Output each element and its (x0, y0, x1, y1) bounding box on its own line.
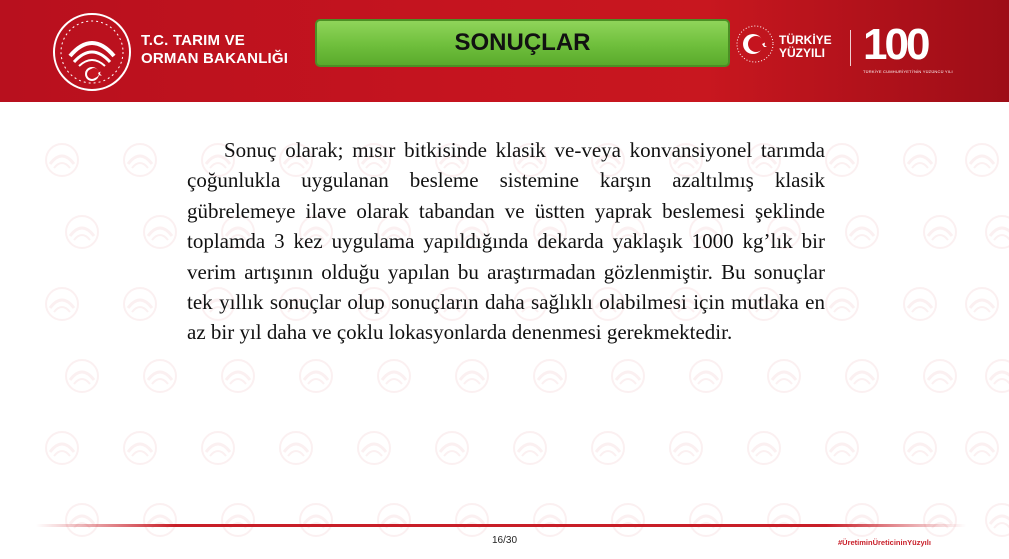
ministry-name (141, 32, 288, 68)
ministry-emblem-watermark-icon (664, 430, 708, 466)
ministry-emblem-watermark-icon (840, 358, 884, 394)
ministry-emblem-watermark-icon (840, 502, 884, 538)
ministry-emblem-watermark-icon (980, 214, 1009, 250)
ministry-emblem-watermark-icon (918, 214, 962, 250)
footer-divider (36, 524, 966, 527)
centennial-caption: TÜRKİYE CUMHURİYETİ'NİN YÜZÜNCÜ YILI (863, 69, 953, 74)
ministry-emblem-watermark-icon (352, 430, 396, 466)
ministry-emblem-watermark-icon (606, 358, 650, 394)
ministry-emblem-watermark-icon (980, 358, 1009, 394)
page-number: 16/30 (492, 535, 518, 546)
ministry-emblem-watermark-icon (742, 430, 786, 466)
ministry-emblem-watermark-icon (898, 286, 942, 322)
ministry-emblem-watermark-icon (60, 502, 104, 538)
ministry-emblem-watermark-icon (118, 142, 162, 178)
ministry-emblem-watermark-icon (60, 358, 104, 394)
ministry-emblem-watermark-icon (980, 502, 1009, 538)
ministry-emblem-watermark-icon (138, 502, 182, 538)
ministry-emblem-watermark-icon (216, 358, 260, 394)
ministry-emblem-watermark-icon (60, 214, 104, 250)
crescent-star-icon (735, 24, 775, 64)
ministry-emblem-watermark-icon (898, 430, 942, 466)
ministry-emblem-watermark-icon (138, 214, 182, 250)
ministry-emblem-watermark-icon (372, 502, 416, 538)
turkiye-yuzyili-text (779, 34, 832, 60)
ministry-name-line1: T.C. TARIM VE (141, 32, 245, 49)
ministry-emblem-watermark-icon (294, 358, 338, 394)
ministry-emblem-watermark-icon (118, 430, 162, 466)
ministry-emblem-watermark-icon (294, 502, 338, 538)
ministry-emblem-watermark-icon (960, 430, 1004, 466)
slide-title: SONUÇLAR (454, 29, 591, 56)
results-paragraph: Sonuç olarak; mısır bitkisinde klasik ve-veya konvansiyonel tarımda çoğunlukla uygulanan besleme sistemine karşın azaltılmış klasik gübrelemeye ilave olarak tabandan ve üstten yaprak beslemesi şeklinde toplamda 3 kez uygulama yapıldığında dekarda yaklaşık 1000 kg’lık bir verim artışının olduğu yapılan bu araştırmadan gözlenmiştir. Bu sonuçlar tek yıllık sonuçlar olup sonuçların daha sağlıklı olabilmesi için mutlaka en az bir yıl daha ve çoklu lokasyonlarda denenmesi gerekmektedir. (187, 138, 825, 345)
centennial-logo (735, 20, 975, 80)
ministry-emblem-watermark-icon (898, 142, 942, 178)
ministry-emblem-watermark-icon (960, 142, 1004, 178)
ministry-emblem-watermark-icon (118, 286, 162, 322)
logo-divider (850, 30, 851, 66)
ministry-emblem-watermark-icon (762, 358, 806, 394)
ministry-emblem-watermark-icon (684, 502, 728, 538)
ministry-emblem-watermark-icon (684, 358, 728, 394)
slide-title-box (315, 19, 730, 67)
ministry-emblem-watermark-icon (40, 286, 84, 322)
ministry-emblem-watermark-icon (528, 358, 572, 394)
ministry-emblem-watermark-icon (450, 358, 494, 394)
yuzyili-text: YÜZYILI (779, 46, 826, 60)
ministry-emblem-icon (52, 12, 132, 92)
ministry-emblem-watermark-icon (508, 430, 552, 466)
ministry-emblem-watermark-icon (40, 430, 84, 466)
ministry-emblem-watermark-icon (820, 430, 864, 466)
ministry-emblem-watermark-icon (40, 142, 84, 178)
ministry-emblem-watermark-icon (762, 502, 806, 538)
ministry-emblem-watermark-icon (820, 142, 864, 178)
ministry-emblem-watermark-icon (918, 502, 962, 538)
ministry-emblem-watermark-icon (606, 502, 650, 538)
ministry-emblem-watermark-icon (528, 502, 572, 538)
ministry-emblem-watermark-icon (586, 430, 630, 466)
hashtag-text: #ÜretiminÜreticininYüzyılı (838, 538, 931, 547)
ministry-emblem-watermark-icon (960, 286, 1004, 322)
ministry-emblem-watermark-icon (138, 358, 182, 394)
ministry-name-line2: ORMAN BAKANLIĞI (141, 50, 289, 67)
ministry-emblem-watermark-icon (430, 430, 474, 466)
header-banner (0, 0, 1009, 102)
centennial-number: 100 (863, 20, 928, 69)
ministry-emblem-watermark-icon (216, 502, 260, 538)
ministry-emblem-watermark-icon (918, 358, 962, 394)
ministry-emblem-watermark-icon (196, 430, 240, 466)
ministry-emblem-watermark-icon (450, 502, 494, 538)
ministry-emblem-watermark-icon (840, 214, 884, 250)
ministry-emblem-watermark-icon (274, 430, 318, 466)
turkiye-text: TÜRKİYE (779, 33, 832, 47)
ministry-emblem-watermark-icon (820, 286, 864, 322)
ministry-emblem-watermark-icon (372, 358, 416, 394)
